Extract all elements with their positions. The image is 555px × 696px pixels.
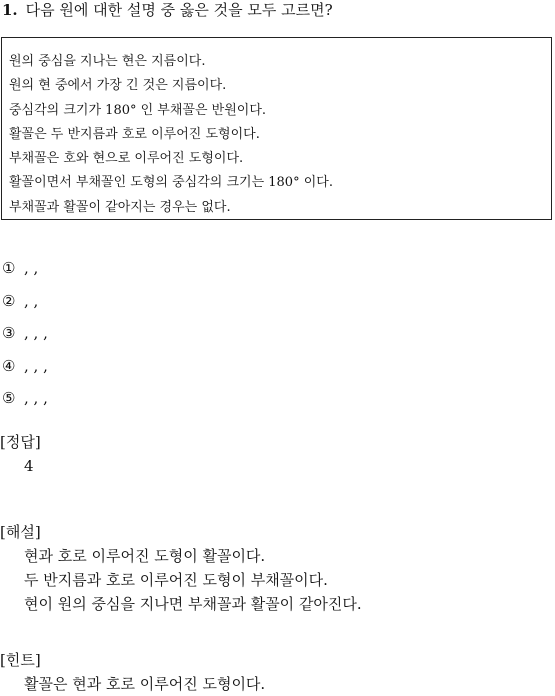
explanation-title: [해설] [0,523,41,541]
choice-1[interactable] [2,256,48,289]
choice-4-mark: ④ [2,356,16,375]
answer-title: [정답] [0,433,41,451]
statement-box [1,37,552,220]
choice-1-text: , , [24,259,39,277]
question-heading [2,0,333,20]
choice-2-text: , , [24,291,39,310]
choice-1-mark: ① [2,259,16,277]
choice-2[interactable] [2,289,48,322]
choice-5-mark: ⑤ [2,389,16,408]
statement-6: 활꼴이면서 부채꼴인 도형의 중심각의 크기는 180° 이다. [9,175,333,191]
statement-2: 원의 현 중에서 가장 긴 것은 지름이다. [9,78,227,94]
answer-section [0,430,41,478]
choice-2-mark: ② [2,291,16,310]
explanation-line-2: 두 반지름과 호로 이루어진 도형이 부채꼴이다. [24,571,328,589]
statement-3: 중심각의 크기가 180° 인 부채꼴은 반원이다. [9,102,267,118]
statement-4: 활꼴은 두 반지름과 호로 이루어진 도형이다. [9,126,260,142]
choice-4-text: , , , [24,356,48,375]
choice-3[interactable] [2,321,48,354]
hint-line-1: 활꼴은 현과 호로 이루어진 도형이다. [24,675,266,693]
explanation-line-1: 현과 호로 이루어진 도형이 활꼴이다. [24,547,266,565]
explanation-section [0,520,362,616]
hint-title: [힌트] [0,651,41,669]
choice-3-mark: ③ [2,324,16,343]
choice-5-text: , , , [24,389,48,408]
statement-5: 부채꼴은 호와 현으로 이루어진 도형이다. [9,151,244,167]
explanation-line-3: 현이 원의 중심을 지나면 부채꼴과 활꼴이 같아진다. [24,595,362,613]
choice-list [2,256,48,419]
hint-section [0,648,265,696]
answer-value: 4 [24,457,34,475]
choice-4[interactable] [2,354,48,387]
statement-7: 부채꼴과 활꼴이 같아지는 경우는 없다. [9,199,231,215]
statement-1: 원의 중심을 지나는 현은 지름이다. [9,54,206,69]
question-text: 다음 원에 대한 설명 중 옳은 것을 모두 고르면? [25,1,333,19]
choice-3-text: , , , [24,324,48,343]
choice-5[interactable] [2,386,48,419]
question-number: 1. [2,1,18,19]
